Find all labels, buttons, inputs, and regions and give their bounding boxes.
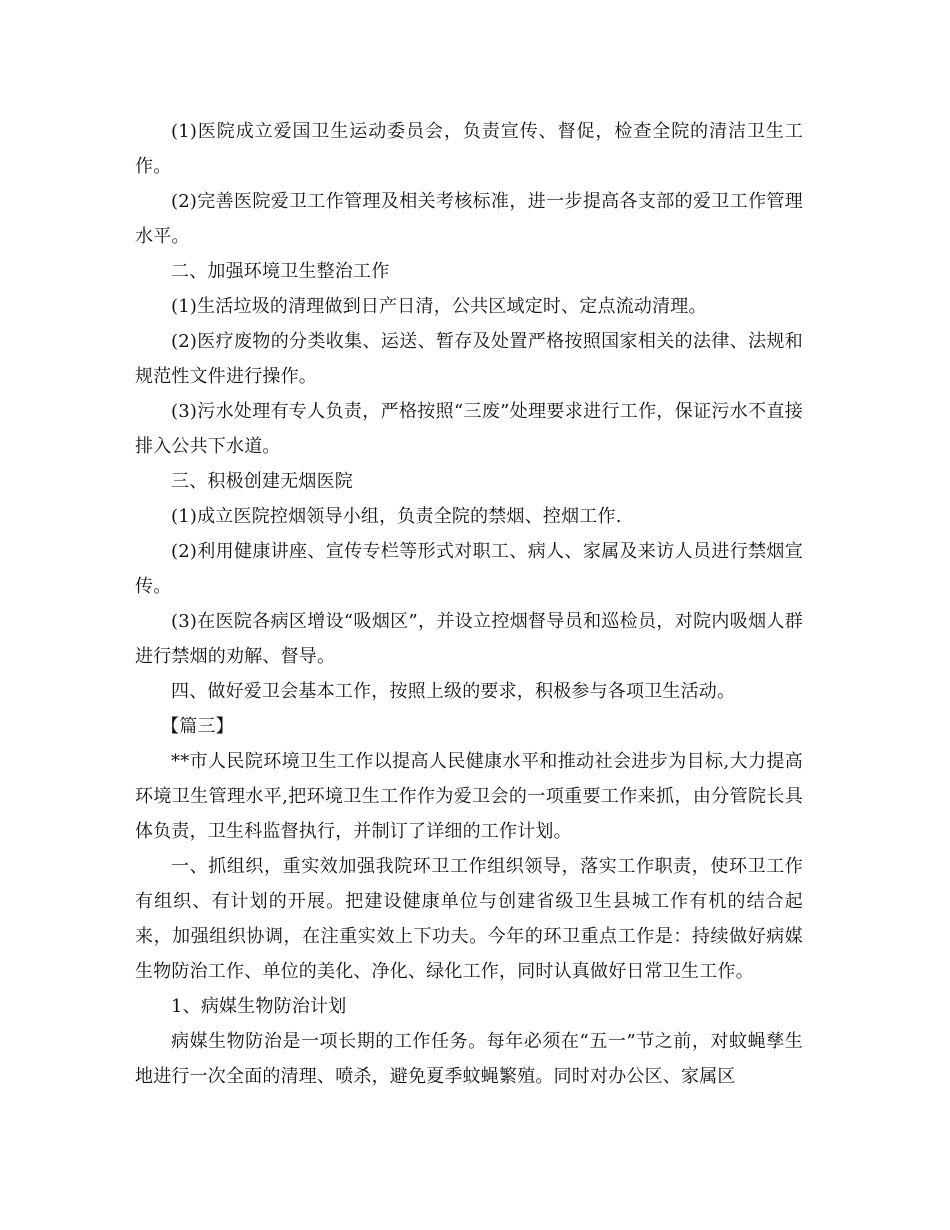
paragraph-3: (1)生活垃圾的清理做到日产日清，公共区域定时、定点流动清理。: [171, 296, 707, 317]
document-body: [135, 114, 803, 1094]
paragraph-2: (2)完善医院爱卫工作管理及相关考核标准，进一步提高各支部的爱卫工作管理水平。: [135, 191, 803, 247]
section-heading-4: 四、做好爱卫会基本工作，按照上级的要求，积极参与各项卫生活动。: [171, 681, 736, 702]
paragraph-8: (3)在医院各病区增设“吸烟区”，并设立控烟督导员和巡检员，对院内吸烟人群进行禁烟的劝解、督导。: [135, 611, 803, 667]
subsection-heading-1: 1、病媒生物防治计划: [171, 996, 347, 1017]
paragraph-11: 病媒生物防治是一项长期的工作任务。每年必须在“五一”节之前，对蚊蝇孳生地进行一次全面的清理、喷杀，避免夏季蚊蝇繁殖。同时对办公区、家属区: [135, 1031, 803, 1087]
section-heading-3: 三、积极创建无烟医院: [171, 471, 353, 492]
paragraph-4: (2)医疗废物的分类收集、运送、暂存及处置严格按照国家相关的法律、法规和规范性文件进行操作。: [135, 331, 803, 387]
paragraph-5: (3)污水处理有专人负责，严格按照“三废”处理要求进行工作，保证污水不直接排入公共下水道。: [135, 401, 803, 457]
paragraph-1: (1)医院成立爱国卫生运动委员会，负责宣传、督促，检查全院的清洁卫生工作。: [135, 121, 803, 177]
section-heading-2: 二、加强环境卫生整治工作: [171, 261, 390, 282]
paragraph-9: **市人民院环境卫生工作以提高人民健康水平和推动社会进步为目标,大力提高环境卫生管理水平,把环境卫生工作作为爱卫会的一项重要工作来抓，由分管院长具体负责，卫生科监督执行，并制订了详细的工作计划。: [135, 751, 803, 842]
paragraph-10: 一、抓组织，重实效加强我院环卫工作组织领导，落实工作职责，使环卫工作有组织、有计划的开展。把建设健康单位与创建省级卫生县城工作有机的结合起来，加强组织协调，在注重实效上下功夫。今年的环卫重点工作是：持续做好病媒生物防治工作、单位的美化、净化、绿化工作，同时认真做好日常卫生工作。: [135, 856, 803, 982]
paragraph-7: (2)利用健康讲座、宣传专栏等形式对职工、病人、家属及来访人员进行禁烟宣传。: [135, 541, 803, 597]
paragraph-6: (1)成立医院控烟领导小组，负责全院的禁烟、控烟工作.: [171, 506, 622, 527]
chapter-marker: 【篇三】: [161, 716, 234, 737]
